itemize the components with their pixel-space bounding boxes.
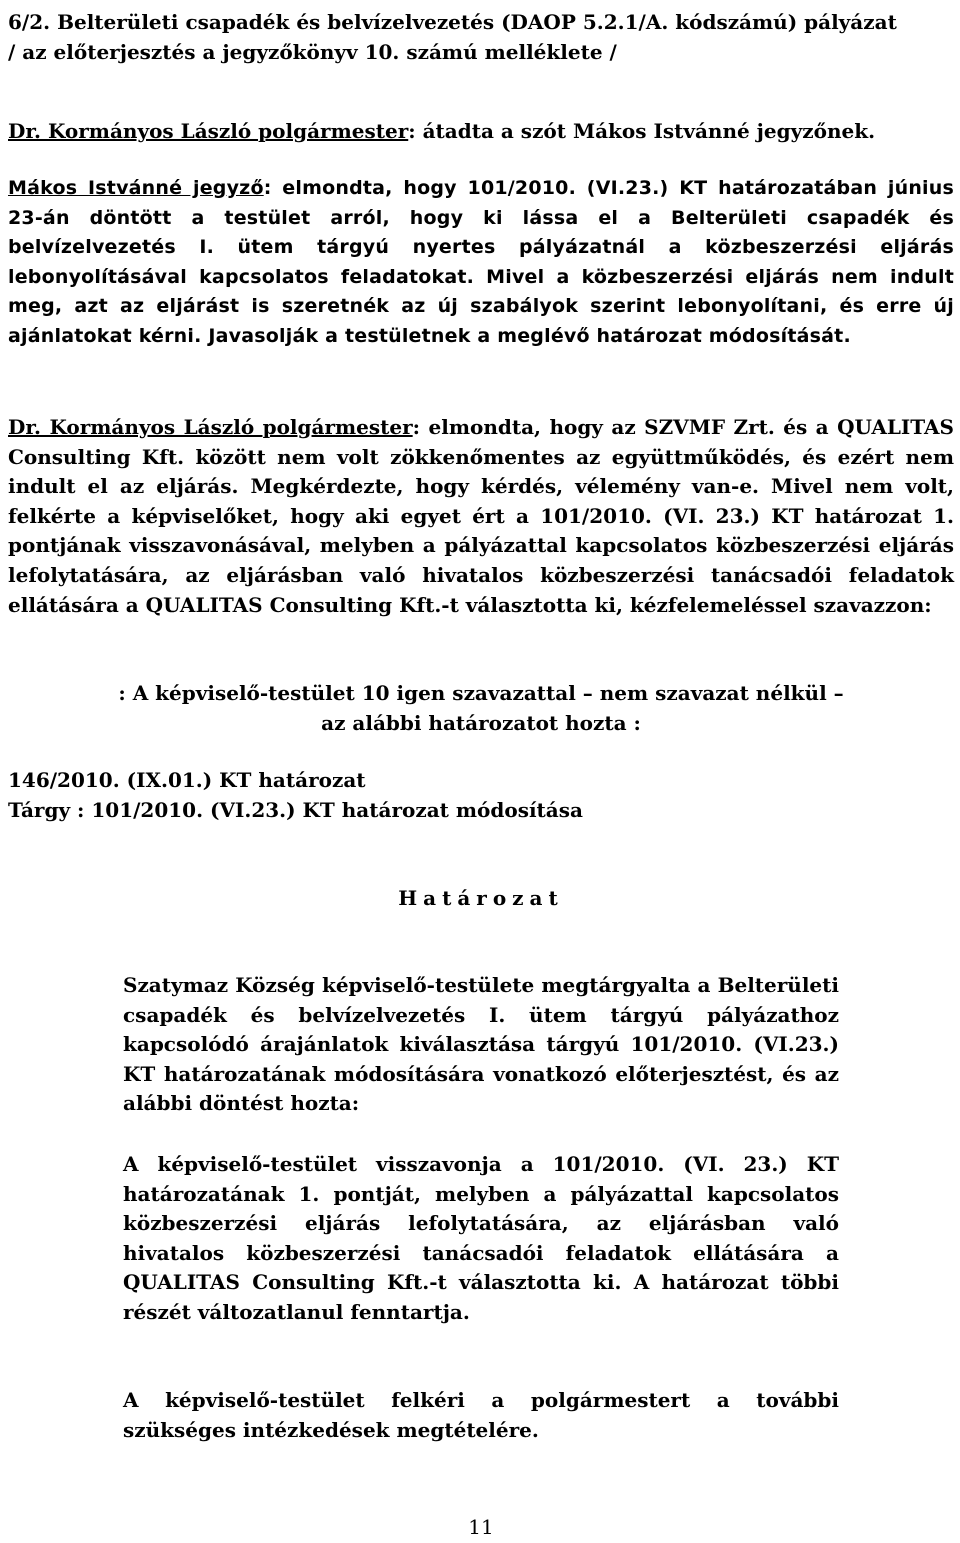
- paragraph-mayor-opening: [8, 117, 954, 147]
- agenda-subtitle: / az előterjesztés a jegyzőkönyv 10. számú melléklete /: [8, 39, 617, 64]
- vote-result: [8, 679, 954, 738]
- resolution-subject: Tárgy : 101/2010. (VI.23.) KT határozat módosítása: [8, 797, 583, 822]
- speaker-name: Mákos Istvánné jegyző: [8, 177, 264, 199]
- vote-result-line2: az alábbi határozatot hozta :: [321, 710, 641, 735]
- resolution-header: [8, 766, 954, 825]
- resolution-body-instruction: A képviselő-testület felkéri a polgármestert a további szükséges intézkedések megtételére.: [123, 1388, 839, 1442]
- resolution-body-decision: A képviselő-testület visszavonja a 101/2010. (VI. 23.) KT határozatának 1. pontját, melyben a pályázattal kapcsolatos közbeszerzési eljárás lefolytatására, az eljárásban való hivatalos közbeszerzési tanácsadói feladatok ellátására a QUALITAS Consulting Kft.-t választotta ki. A határozat többi részét változatlanul fenntartja.: [123, 1152, 839, 1324]
- agenda-heading: [8, 8, 954, 67]
- paragraph-text: : elmondta, hogy 101/2010. (VI.23.) KT határozatában június 23-án döntött a testület arról, hogy ki lássa el a Belterületi csapadék és belvízelvezetés I. ütem tárgyú nyertes pályázatnál a közbeszerzési eljárás lebonyolításával kapcsolatos feladatokat. Mivel a közbeszerzési eljárás nem indult meg, azt az eljárást is szeretnék az új szabályok szerint lebonyolítani, és erre új ajánlatokat kérni. Javasolják a testületnek a meglévő határozat módosítását.: [8, 177, 954, 347]
- paragraph-text: : átadta a szót Mákos Istvánné jegyzőnek.: [408, 119, 876, 143]
- paragraph-text: : elmondta, hogy az SZVMF Zrt. és a QUALITAS Consulting Kft. között nem volt zökkenőmentes az együttműködés, és ezért nem indult el az eljárás. Megkérdezte, hogy kérdés, vélemény van-e. Mivel nem volt, felkérte a képviselőket, hogy aki egyet ért a 101/2010. (VI. 23.) KT határozat 1. pontjának visszavonásával, melyben a pályázattal kapcsolatos közbeszerzési eljárás lefolytatására, az eljárásban való hivatalos közbeszerzési tanácsadói feladatok ellátására a QUALITAS Consulting Kft.-t választotta ki, kézfelemeléssel szavazzon:: [8, 415, 955, 617]
- resolution-heading: Határozat: [398, 886, 564, 910]
- resolution-number: 146/2010. (IX.01.) KT határozat: [8, 768, 366, 792]
- speaker-name: Dr. Kormányos László polgármester: [8, 415, 413, 439]
- resolution-body-intro: Szatymaz Község képviselő-testülete megtárgyalta a Belterületi csapadék és belvízelvezetés I. ütem tárgyú pályázathoz kapcsolódó árajánlatok kiválasztása tárgyú 101/2010. (VI.23.) KT határozatának módosítására vonatkozó előterjesztést, és az alábbi döntést hozta:: [123, 973, 839, 1116]
- speaker-name: Dr. Kormányos László polgármester: [8, 119, 409, 143]
- page-number: 11: [468, 1515, 494, 1539]
- agenda-title: 6/2. Belterületi csapadék és belvízelvezetés (DAOP 5.2.1/A. kódszámú) pályázat: [8, 10, 897, 34]
- paragraph-mayor-vote: [8, 413, 954, 620]
- paragraph-notary: [8, 174, 954, 352]
- vote-result-line1: : A képviselő-testület 10 igen szavazattal – nem szavazat nélkül –: [118, 681, 844, 705]
